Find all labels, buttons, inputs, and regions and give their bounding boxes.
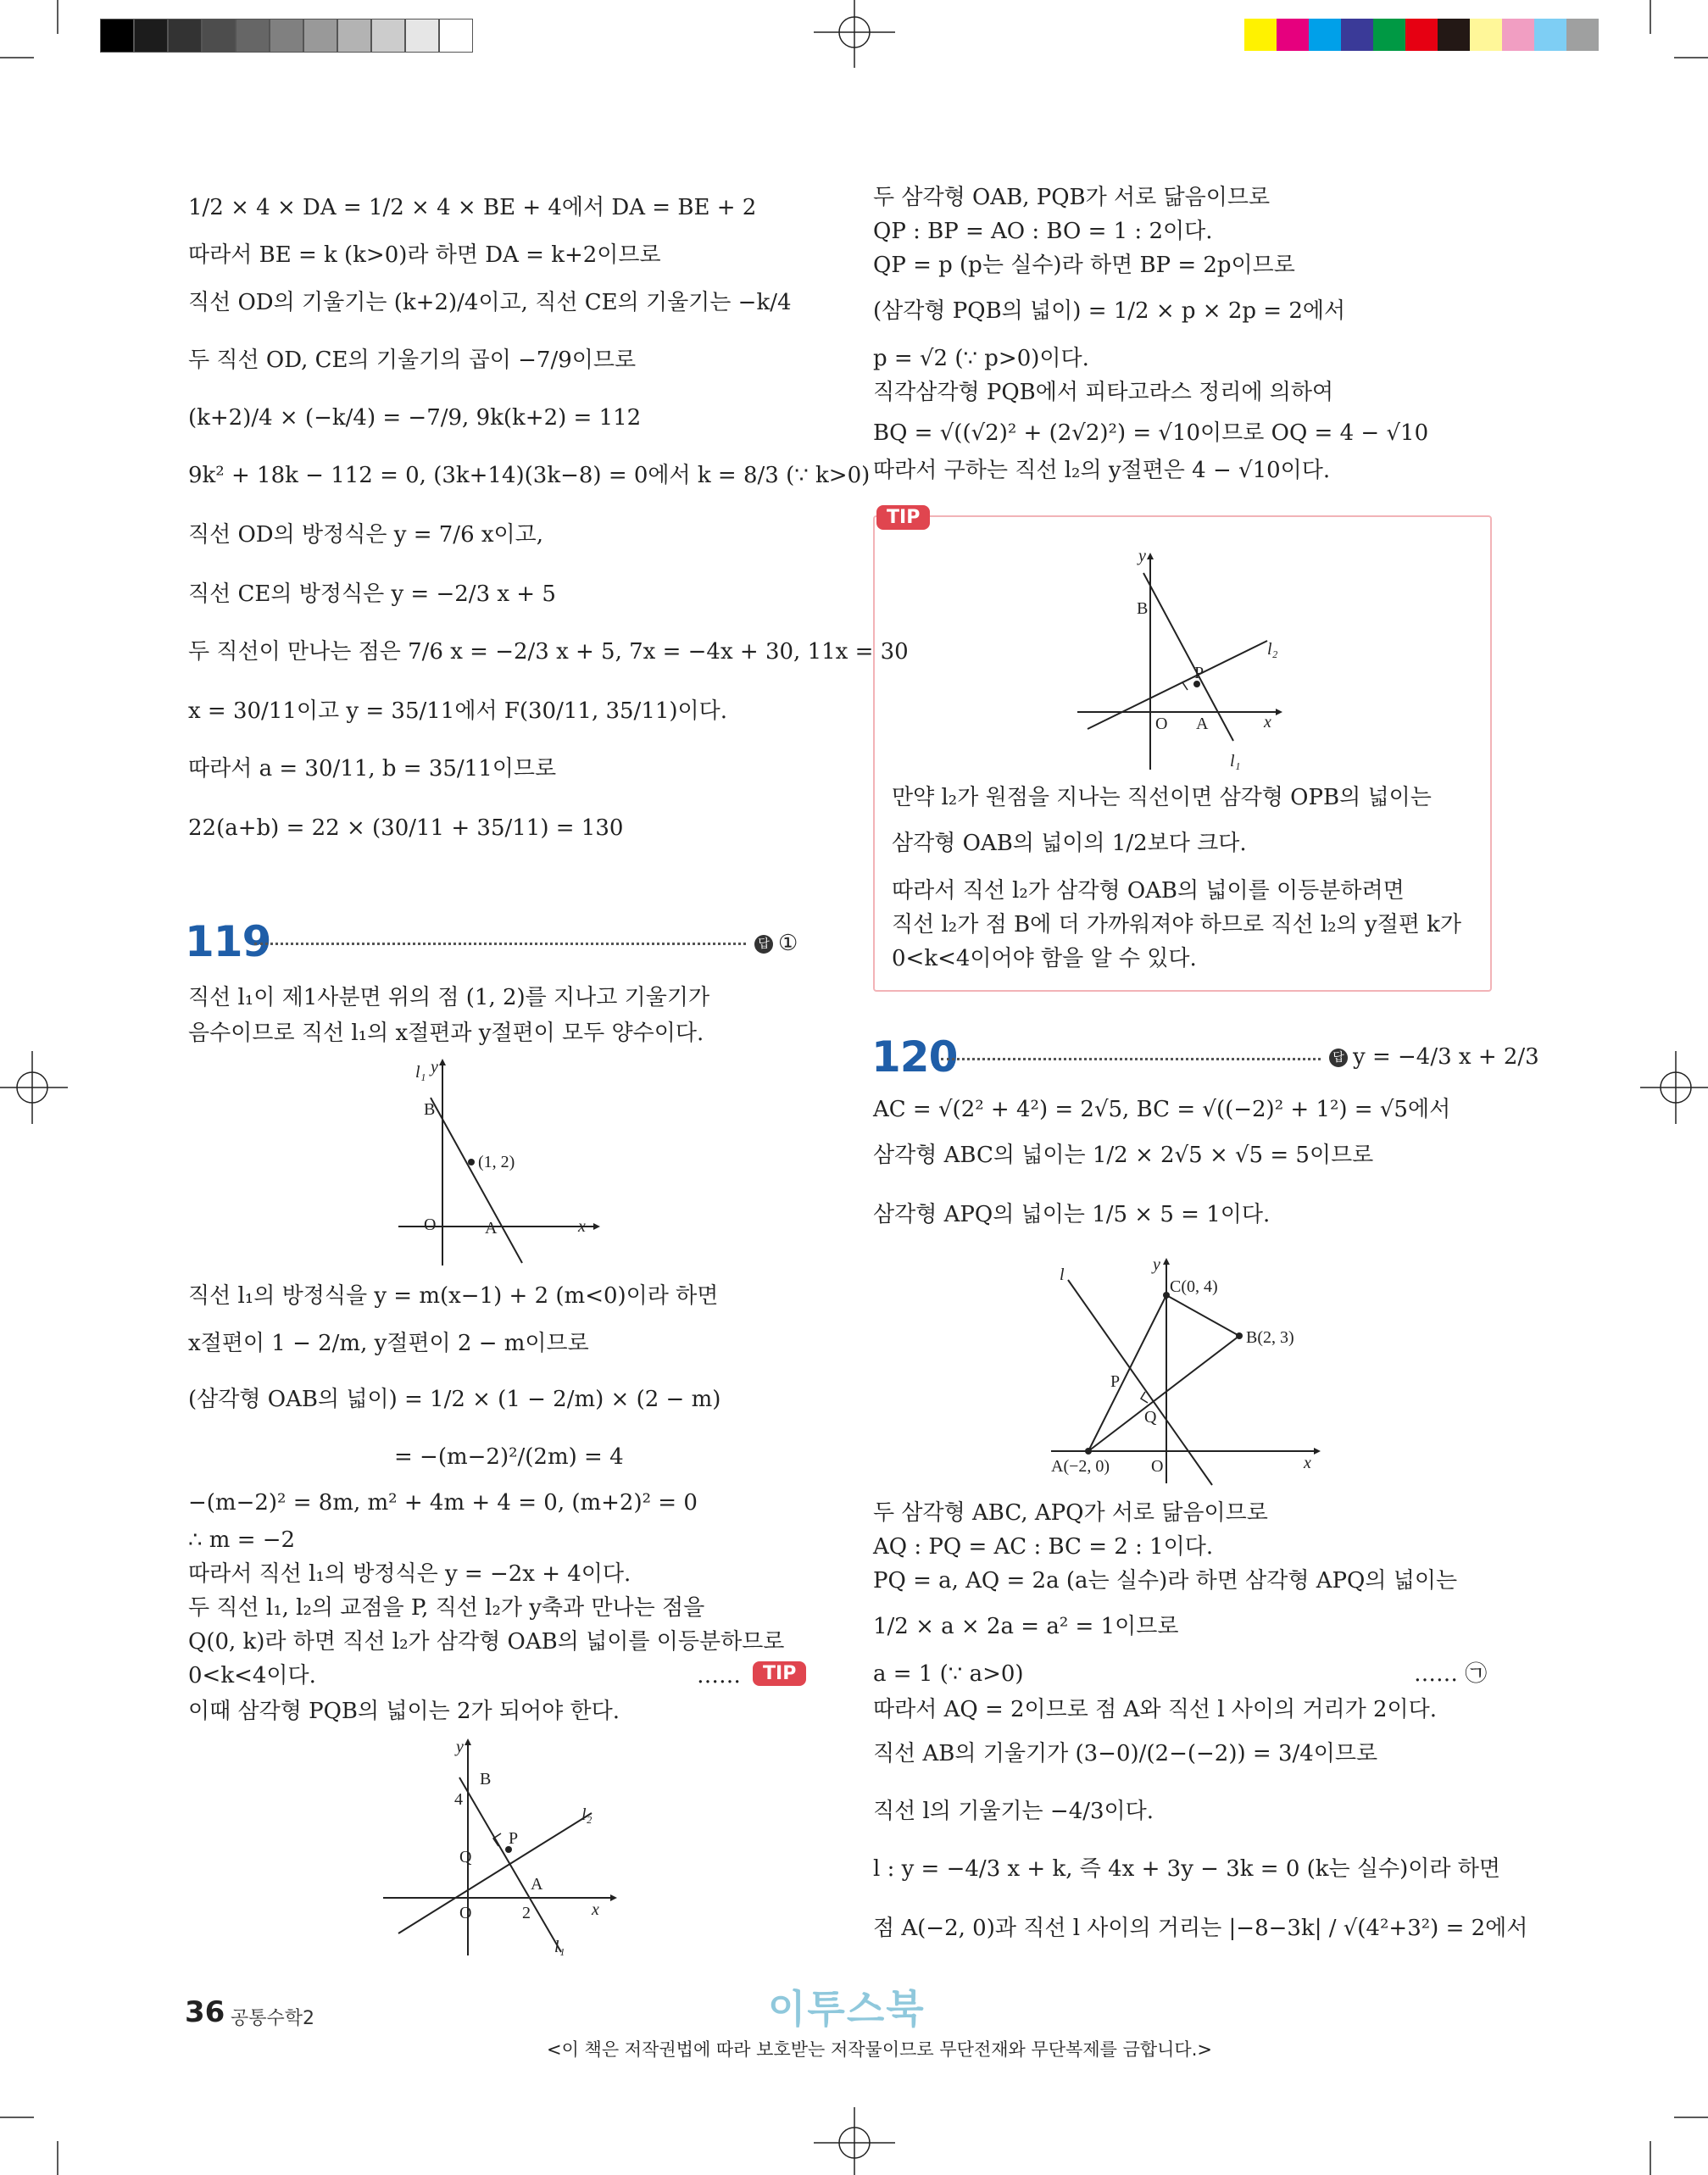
label-A: A <box>485 1219 498 1238</box>
right-line-1: 두 삼각형 OAB, PQB가 서로 닮음이므로 <box>873 185 1271 210</box>
label-A: A <box>1196 715 1209 733</box>
label-P: P <box>1194 664 1205 682</box>
label-y: y <box>1138 549 1146 565</box>
subject-name: 공통수학2 <box>231 2008 315 2029</box>
line-l1 <box>431 1098 522 1263</box>
tip-figure <box>1072 549 1301 778</box>
p119-line-a2: 음수이므로 직선 l₁의 x절편과 y절편이 모두 양수이다. <box>188 1021 704 1046</box>
label-2: 2 <box>522 1904 531 1922</box>
p119-line-b5: −(m−2)² = 8m, m² + 4m + 4 = 0, (m+2)² = 0 <box>188 1490 698 1516</box>
left-line-12: 22(a+b) = 22 × (30/11 + 35/11) = 130 <box>188 815 624 841</box>
problem-119-number: 119 <box>185 917 271 966</box>
p119-line-b7: 따라서 직선 l₁의 방정식은 y = −2x + 4이다. <box>188 1561 631 1587</box>
p120-line-b6: 따라서 AQ = 2이므로 점 A와 직선 l 사이의 거리가 2이다. <box>873 1697 1438 1722</box>
label-Q: Q <box>459 1848 472 1866</box>
p119-line-b8: 두 직선 l₁, l₂의 교점을 P, 직선 l₂가 y축과 만나는 점을 <box>188 1595 705 1621</box>
p120-line-b1: 두 삼각형 ABC, APQ가 서로 닮음이므로 <box>873 1500 1268 1526</box>
p120-line-b8: 직선 l의 기울기는 −4/3이다. <box>873 1799 1154 1824</box>
line-l2 <box>1088 641 1267 729</box>
label-l: l <box>1060 1266 1065 1284</box>
p119-line-b9: Q(0, k)라 하면 직선 l₂가 삼각형 OAB의 넓이를 이등분하므로 <box>188 1629 785 1655</box>
label-y: y <box>1153 1255 1160 1274</box>
label-y: y <box>431 1058 438 1076</box>
left-line-11: 따라서 a = 30/11, b = 35/11이므로 <box>188 756 557 782</box>
problem-120-leader <box>941 1058 1321 1060</box>
right-line-7: BQ = √((√2)² + (2√2)²) = √10이므로 OQ = 4 − √10 <box>873 420 1429 446</box>
right-line-4: (삼각형 PQB의 넓이) = 1/2 × p × 2p = 2에서 <box>873 298 1346 324</box>
left-line-8: 직선 CE의 방정식은 y = −2/3 x + 5 <box>188 581 556 607</box>
tip-label: TIP <box>876 505 930 530</box>
p120-line-a1: AC = √(2² + 4²) = 2√5, BC = √((−2)² + 1²) = √5에서 <box>873 1097 1451 1122</box>
answer-mark-icon: 답 <box>1329 1049 1348 1067</box>
label-Q: Q <box>1144 1408 1157 1427</box>
label-x: x <box>592 1900 599 1919</box>
problem-120-number: 120 <box>871 1032 958 1082</box>
label-x: x <box>1304 1454 1311 1472</box>
label-l1: l₁ <box>554 1938 565 1956</box>
problem-120-answer <box>1329 1044 1539 1070</box>
tip-line-5: 0<k<4이어야 함을 알 수 있다. <box>892 946 1197 971</box>
right-line-8: 따라서 구하는 직선 l₂의 y절편은 4 − √10이다. <box>873 458 1331 483</box>
label-P: P <box>1110 1372 1121 1391</box>
p120-line-b2: AQ : PQ = AC : BC = 2 : 1이다. <box>873 1534 1214 1560</box>
left-line-5: (k+2)/4 × (−k/4) = −7/9, 9k(k+2) = 112 <box>188 405 642 431</box>
label-O: O <box>459 1904 472 1922</box>
p119-line-a1: 직선 l₁이 제1사분면 위의 점 (1, 2)를 지나고 기울기가 <box>188 985 710 1010</box>
label-l2: l₂ <box>581 1805 593 1824</box>
p119-line-b11: 이때 삼각형 PQB의 넓이는 2가 되어야 한다. <box>188 1699 620 1724</box>
figure-119-lines-l1-l2 <box>373 1733 627 1962</box>
label-B: B(2, 3) <box>1246 1328 1294 1347</box>
label-O: O <box>1155 715 1168 733</box>
left-line-6: 9k² + 18k − 112 = 0, (3k+14)(3k−8) = 0에서 k = 8/3 (∵ k>0) <box>188 463 871 488</box>
left-line-1: 1/2 × 4 × DA = 1/2 × 4 × BE + 4에서 DA = BE + 2 <box>188 195 757 220</box>
label-l2: l₂ <box>1267 640 1278 659</box>
label-4: 4 <box>454 1790 463 1809</box>
left-line-10: x = 30/11이고 y = 35/11에서 F(30/11, 35/11)이다. <box>188 698 728 724</box>
tip-line-3: 따라서 직선 l₂가 삼각형 OAB의 넓이를 이등분하려면 <box>892 878 1405 904</box>
p120-line-b3: PQ = a, AQ = 2a (a는 실수)라 하면 삼각형 APQ의 넓이는 <box>873 1568 1458 1594</box>
label-A: A <box>531 1875 543 1894</box>
p119-line-b10: 0<k<4이다. <box>188 1663 316 1688</box>
eq-ref-mark: …… ㉠ <box>1414 1661 1488 1687</box>
label-y: y <box>456 1738 464 1756</box>
label-l1: l₁ <box>415 1063 426 1082</box>
left-line-2: 따라서 BE = k (k>0)라 하면 DA = k+2이므로 <box>188 242 661 268</box>
line-l2 <box>398 1813 592 1933</box>
label-point: (1, 2) <box>478 1153 515 1171</box>
p119-line-b4: = −(m−2)²/(2m) = 4 <box>394 1444 624 1470</box>
p120-line-b10: 점 A(−2, 0)과 직선 l 사이의 거리는 |−8−3k| / √(4²+3²) = 2에서 <box>873 1916 1528 1941</box>
problem-119-leader <box>254 943 746 945</box>
problem-119-answer <box>754 931 798 956</box>
p120-line-a2: 삼각형 ABC의 넓이는 1/2 × 2√5 × √5 = 5이므로 <box>873 1143 1374 1168</box>
left-line-3: 직선 OD의 기울기는 (k+2)/4이고, 직선 CE의 기울기는 −k/4 <box>188 290 792 315</box>
label-O: O <box>1151 1457 1164 1476</box>
tip-reference-dots: …… <box>697 1663 741 1688</box>
label-C: C(0, 4) <box>1170 1277 1218 1296</box>
page-number: 36 <box>185 1995 225 2029</box>
label-A: A(−2, 0) <box>1051 1457 1110 1476</box>
p119-line-b1: 직선 l₁의 방정식을 y = m(x−1) + 2 (m<0)이라 하면 <box>188 1283 719 1309</box>
tip-line-1: 만약 l₂가 원점을 지나는 직선이면 삼각형 OPB의 넓이는 <box>892 785 1432 810</box>
label-B: B <box>480 1770 492 1788</box>
label-x: x <box>578 1217 586 1236</box>
right-line-3: QP = p (p는 실수)라 하면 BP = 2p이므로 <box>873 253 1295 278</box>
p119-line-b6: ∴ m = −2 <box>188 1527 296 1553</box>
point-1-2 <box>468 1159 475 1165</box>
problem-119-answer-value: ① <box>778 931 798 956</box>
answer-mark-icon: 답 <box>754 935 773 954</box>
line-l1 <box>459 1777 561 1952</box>
label-x: x <box>1264 713 1271 731</box>
tip-line-4: 직선 l₂가 점 B에 더 가까워져야 하므로 직선 l₂의 y절편 k가 <box>892 912 1461 937</box>
label-B: B <box>424 1100 436 1119</box>
right-line-2: QP : BP = AO : BO = 1 : 2이다. <box>873 219 1213 244</box>
p120-line-b5: a = 1 (∵ a>0) <box>873 1661 1024 1687</box>
p120-line-a3: 삼각형 APQ의 넓이는 1/5 × 5 = 1이다. <box>873 1202 1271 1227</box>
p120-line-b4: 1/2 × a × 2a = a² = 1이므로 <box>873 1614 1179 1639</box>
tip-line-2: 삼각형 OAB의 넓이의 1/2보다 크다. <box>892 831 1247 856</box>
tip-reference-badge: TIP <box>753 1661 806 1686</box>
label-O: O <box>424 1215 437 1234</box>
left-line-4: 두 직선 OD, CE의 기울기의 곱이 −7/9이므로 <box>188 348 637 373</box>
figure-119-line-l1 <box>390 1055 610 1276</box>
left-line-9: 두 직선이 만나는 점은 7/6 x = −2/3 x + 5, 7x = −4x + 30, 11x = 30 <box>188 639 909 665</box>
p119-line-b3: (삼각형 OAB의 넓이) = 1/2 × (1 − 2/m) × (2 − m) <box>188 1387 721 1412</box>
label-l1: l₁ <box>1230 752 1241 770</box>
p120-line-b7: 직선 AB의 기울기가 (3−0)/(2−(−2)) = 3/4이므로 <box>873 1741 1378 1766</box>
problem-120-answer-value: y = −4/3 x + 2/3 <box>1353 1044 1539 1070</box>
publisher-logo: 이투스북 <box>768 1986 926 2032</box>
label-P: P <box>509 1829 519 1848</box>
copyright-notice: <이 책은 저작권법에 따라 보호받는 저작물이므로 무단전재와 무단복제를 금합니다.> <box>547 2039 1212 2060</box>
p119-line-b2: x절편이 1 − 2/m, y절편이 2 − m이므로 <box>188 1331 589 1356</box>
right-line-5: p = √2 (∵ p>0)이다. <box>873 346 1089 371</box>
left-line-7: 직선 OD의 방정식은 y = 7/6 x이고, <box>188 522 544 548</box>
right-line-6: 직각삼각형 PQB에서 피타고라스 정리에 의하여 <box>873 380 1334 405</box>
p120-line-b9: l : y = −4/3 x + k, 즉 4x + 3y − 3k = 0 (k는 실수)이라 하면 <box>873 1856 1501 1882</box>
figure-120-triangle <box>1043 1254 1331 1492</box>
label-B: B <box>1137 599 1149 618</box>
